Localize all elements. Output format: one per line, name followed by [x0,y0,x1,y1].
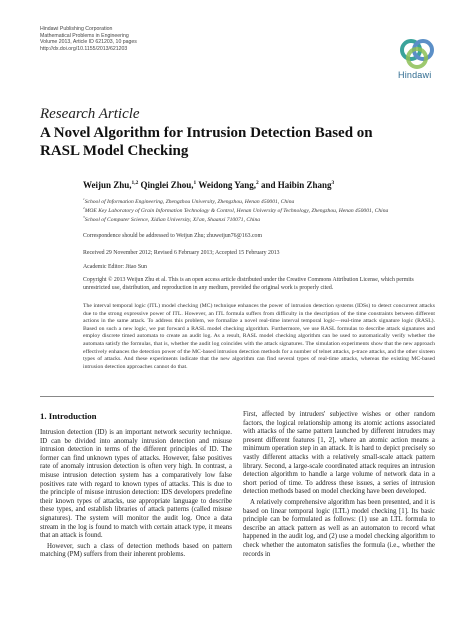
affiliation: $^2$MOE Key Laboratory of Grain Information Technology & Control, Henan University of Technology, Zhengzhou, Henan 450001, China [83,206,389,214]
author-name: Weidong Yang, [196,180,257,190]
affiliation-mark: 2 [83,206,85,210]
header-line: Hindawi Publishing Corporation [40,26,113,32]
affiliation: $^1$School of Information Engineering, Zhengzhou University, Zhengzhou, Henan 450001, China [83,197,295,205]
received-dates: Received 29 November 2012; Revised 6 February 2013; Accepted 15 February 2013 [83,250,280,256]
header-line: Volume 2013, Article ID 621203, 10 pages [40,39,137,46]
academic-editor: Academic Editor: Jitao Sun [83,264,147,270]
author-affiliation-mark: 3 [331,180,335,186]
paragraph: Intrusion detection (ID) is an important network security technique. ID can be divided into anomaly intrusion detection and misuse intrusion detection in terms of the different principles of ID. The former can find unknown types of attacks. However, false positives rate of anomaly intrusion detection is often very high. In contrast, a misuse intrusion detection system has a comparatively low false positives rate with regard to known types of attacks. This is due to the principle of misuse intrusion detection: IDS developers predefine their known types of attacks, use appropriate language to describe these types, and establish libraries of attack patterns (called misuse signatures). The system will monitor the audit log. Once a data stream in the log is found to match with certain attack type, it means that an attack is found. [40,429,232,540]
author-affiliation-mark: 1 [193,180,197,186]
paragraph: First, affected by intruders' subjective wishes or other random factors, the logical relationship among its atomic actions associated with attacks of the same pattern launched by different intruders may present different features [1, 2], where an atomic action means a minimum operation step in an attack. It is hard to depict precisely so vastly different attacks with a relatively small-scale attack pattern library. Second, a large-scale coordinated attack requires an intrusion detection algorithm to handle a large volume of network data in a short period of time. To address these issues, a series of intrusion detection methods based on model checking have been developed. [243,411,435,496]
publisher-logo-text: Hindawi [398,70,432,80]
section-heading: 1. Introduction [40,411,97,421]
affiliation-mark: 1 [83,197,85,201]
affiliation: $^3$School of Computer Science, Xidian University, Xi'an, Shaanxi 710071, China [83,215,261,223]
author-affiliation-mark: 2 [256,180,259,186]
header-line[interactable]: http://dx.doi.org/10.1155/2013/621203 [40,45,128,52]
abstract: The interval temporal logic (ITL) model checking (MC) technique enhances the power of intrusion detection systems (IDSs) to detect concurrent attacks due to the strong expressive power of ITL. However, an ITL formula suffers from difficulty in the description of the time constraints between different actions in the same attack. To address this problem, we formalize a novel real-time interval temporal logic—real-time attack signature logic (RASL). Based on such a new logic, we put forward a RASL model checking algorithm. Furthermore, we use RASL formulas to describe attack signatures and employ discrete timed automata to create an audit log. As a result, RASL model checking algorithm can be used to automatically verify whether the automata satisfy the formulas, that is, whether the audit log coincides with the attack signatures. The simulation experiments show that the new approach effectively enhances the detection power of the MC-based intrusion detection methods for a number of telnet attacks, p-trace attacks, and the other sixteen types of attacks. And these experiments indicate that the new algorithm can find several types of real-time attacks, whereas the existing MC-based intrusion detection approaches cannot do that. [83,303,435,370]
article-title: A Novel Algorithm for Intrusion Detection Based on RASL Model Checking [40,125,373,159]
author-name: and Haibin Zhang [258,180,332,190]
header-line: Mathematical Problems in Engineering [40,32,129,39]
author-name: Weijun Zhu, [83,180,132,190]
author-list [83,180,334,190]
copyright-notice: Copyright © 2013 Weijun Zhu et al. This is an open access article distributed under the Creative Commons Attribution License, which permits unrestricted use, distribution, and reproduction in any medium, provided the original work is properly cited. [83,277,414,291]
author-affiliation-mark: 1,2 [131,180,139,186]
author-name: Qinglei Zhou, [138,180,194,190]
affiliation-mark: 3 [83,215,85,219]
paragraph: A relatively comprehensive algorithm has been presented, and it is based on linear temporal logic (LTL) model checking [1]. Its basic principle can be formulated as follows: (1) use an LTL formula to describe an attack pattern as well as an automaton to record what happened in the audit log, and (2) use a model checking algorithm to check whether the automaton satisfies the formula (i.e., whether the records in [243,498,435,558]
correspondence: Correspondence should be addressed to Weijun Zhu; zhuweijun76@163.com [83,233,262,239]
body-column-right [243,411,435,561]
article-type: Research Article [40,106,140,122]
journal-header [40,26,137,52]
body-column-left [40,429,232,562]
section-divider [40,396,434,397]
paragraph: However, such a class of detection methods based on pattern matching (PM) suffers from their inherent problems. [40,542,232,559]
